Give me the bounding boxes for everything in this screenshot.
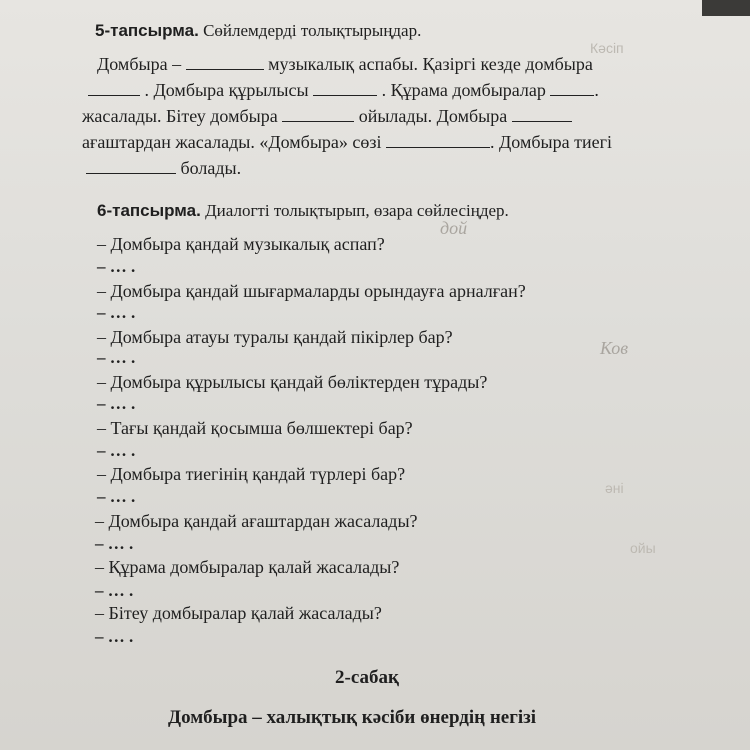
dialogue-answer: – … . xyxy=(97,394,136,413)
ex5-text: ойылады. Домбыра xyxy=(358,106,508,126)
fill-blank[interactable] xyxy=(86,159,176,174)
bleed-through-text: ойы xyxy=(630,540,656,556)
fill-blank[interactable] xyxy=(282,107,354,122)
pencil-scribble: дой xyxy=(440,218,468,238)
fill-blank[interactable] xyxy=(386,133,490,148)
ex5-text: . Домбыра құрылысы xyxy=(144,80,309,100)
ex5-text: болады. xyxy=(180,158,242,178)
lesson-number: 2-сабақ xyxy=(335,667,399,688)
bleed-through-text: әні xyxy=(605,480,624,496)
dialogue-answer: – … . xyxy=(95,581,134,600)
lesson-heading: Домбыра – халықтық кәсіби өнердің негізі xyxy=(168,707,537,728)
exercise-5-instruction: Сөйлемдерді толықтырыңдар. xyxy=(203,21,422,40)
ex5-text: ағаштардан жасалады. «Домбыра» сөзі xyxy=(82,132,382,152)
dialogue-question: – Құрама домбыралар қалай жасалады? xyxy=(95,557,400,577)
ex5-line-2 xyxy=(88,80,599,101)
fill-blank[interactable] xyxy=(186,55,264,70)
exercise-5-label: 5-тапсырма. xyxy=(95,21,199,40)
ex5-text: музыкалық аспабы. Қазіргі кезде домбыра xyxy=(268,54,593,74)
exercise-6-label: 6-тапсырма. xyxy=(97,201,201,220)
dialogue-answer: – … . xyxy=(95,627,134,646)
ex5-line-1 xyxy=(97,54,593,75)
ex5-text: . Домбыра тиегі xyxy=(490,132,612,152)
dialogue-answer: – … . xyxy=(95,534,134,553)
fill-blank[interactable] xyxy=(512,107,572,122)
ex5-line-4 xyxy=(82,132,612,153)
fill-blank[interactable] xyxy=(550,81,594,96)
dialogue-question: – Домбыра тиегінің қандай түрлері бар? xyxy=(97,464,406,484)
dialogue-answer: – … . xyxy=(97,257,136,276)
ex5-text: . Құрама домбыралар xyxy=(381,80,546,100)
page-corner-shadow xyxy=(702,0,750,16)
ex5-text: . xyxy=(594,80,599,100)
dialogue-answer: – … . xyxy=(97,487,136,506)
dialogue-question: – Домбыра қандай ағаштардан жасалады? xyxy=(95,511,418,531)
bleed-through-text: Кәсіп xyxy=(590,40,624,56)
dialogue-question: – Бітеу домбыралар қалай жасалады? xyxy=(95,603,382,623)
dialogue-question: – Домбыра құрылысы қандай бөліктерден тұрады? xyxy=(97,372,488,392)
fill-blank[interactable] xyxy=(88,81,140,96)
dialogue-question: – Домбыра атауы туралы қандай пікірлер бар? xyxy=(97,327,453,347)
dialogue-question: – Домбыра қандай музыкалық аспап? xyxy=(97,234,385,254)
dialogue-answer: – … . xyxy=(97,441,136,460)
dialogue-question: – Домбыра қандай шығармаларды орындауға арналған? xyxy=(97,281,526,301)
dialogue-answer: – … . xyxy=(97,348,136,367)
pencil-scribble: Ков xyxy=(600,338,629,358)
exercise-6-title xyxy=(97,201,509,221)
ex5-text: жасалады. Бітеу домбыра xyxy=(82,106,278,126)
exercise-6-instruction: Диалогті толықтырып, өзара сөйлесіңдер. xyxy=(205,201,509,220)
ex5-text: Домбыра – xyxy=(97,54,182,74)
dialogue-question: – Тағы қандай қосымша бөлшектері бар? xyxy=(97,418,413,438)
ex5-line-3 xyxy=(82,106,572,127)
fill-blank[interactable] xyxy=(313,81,377,96)
exercise-5-title xyxy=(95,21,421,41)
ex5-line-5 xyxy=(86,158,241,179)
dialogue-answer: – … . xyxy=(97,303,136,322)
